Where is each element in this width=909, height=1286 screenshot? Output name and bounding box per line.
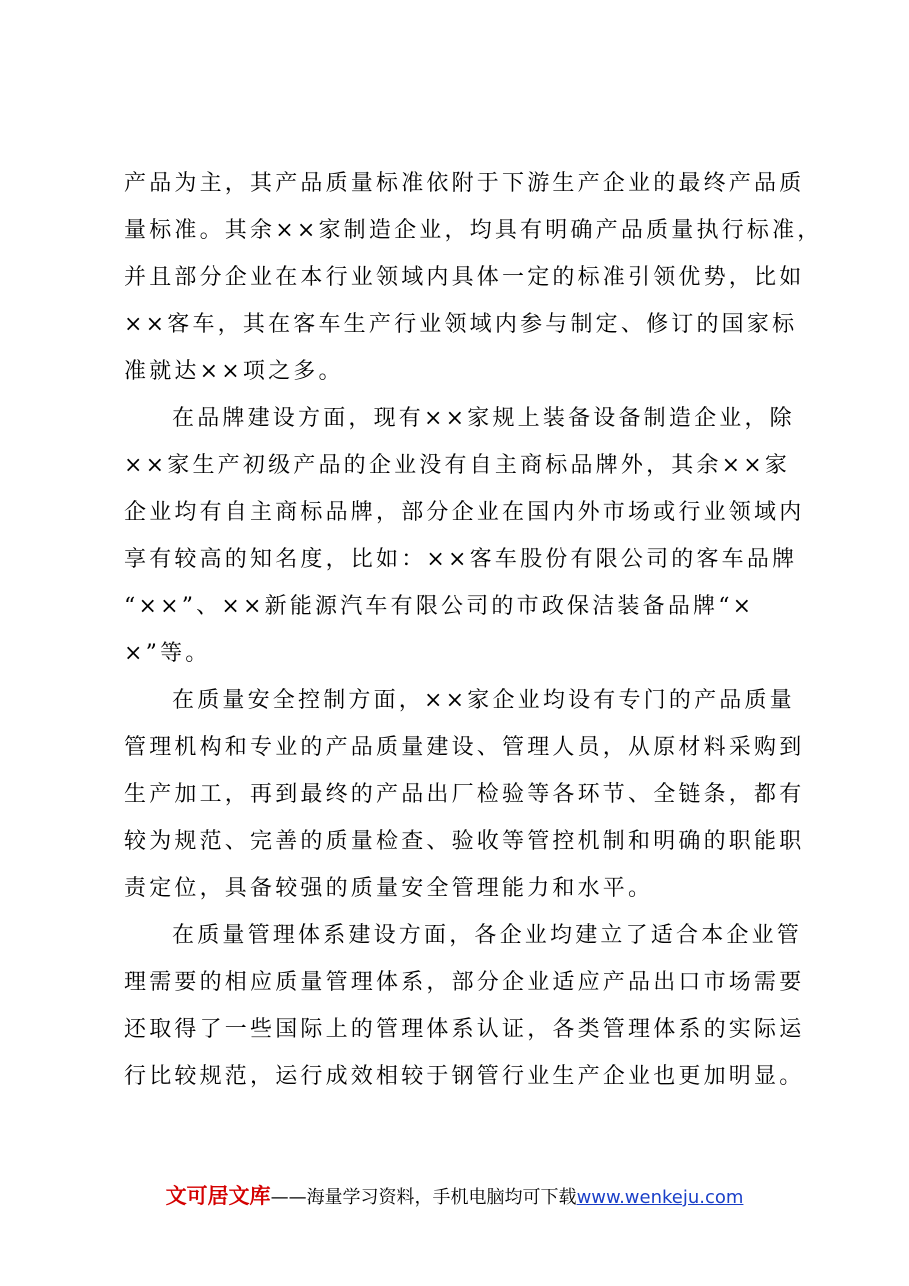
text-line: 企业均有自主商标品牌，部分企业在国内外市场或行业领域内 [124,500,805,525]
text-line: 理需要的相应质量管理体系，部分企业适应产品出口市场需要 [124,970,805,995]
footer-brand: 文可居文库 [165,1184,271,1208]
text-line: “××”、××新能源汽车有限公司的市政保洁装备品牌“× [124,594,755,619]
text-line: 责定位，具备较强的质量安全管理能力和水平。 [124,876,654,901]
text-line: ××客车，其在客车生产行业领域内参与制定、修订的国家标 [124,312,798,337]
text-line: 产品为主，其产品质量标准依附于下游生产企业的最终产品质 [124,171,805,196]
text-line: 行比较规范，运行成效相较于钢管行业生产企业也更加明显。 [124,1064,805,1089]
text-line: 在质量管理体系建设方面，各企业均建立了适合本企业管 [172,923,803,948]
text-line: ××家生产初级产品的企业没有自主商标品牌外，其余××家 [124,453,791,478]
text-line: 享有较高的知名度，比如：××客车股份有限公司的客车品牌 [124,547,798,572]
text-line: 并且部分企业在本行业领域内具体一定的标准引领优势，比如 [124,265,805,290]
text-line: 生产加工，再到最终的产品出厂检验等各环节、全链条，都有 [124,782,805,807]
footer-link[interactable]: www.wenkeju.com [576,1187,744,1208]
text-line: ×”等。 [124,641,211,666]
document-body [124,160,823,1100]
text-line: 较为规范、完善的质量检查、验收等管控机制和明确的职能职 [124,829,805,854]
text-line: 在质量安全控制方面，××家企业均设有专门的产品质量 [172,688,795,713]
text-line: 在品牌建设方面，现有××家规上装备设备制造企业，除 [172,406,795,431]
text-line: 量标准。其余××家制造企业，均具有明确产品质量执行标准， [124,218,823,243]
footer [0,1180,909,1210]
footer-dash: —— [270,1187,307,1208]
text-line: 管理机构和专业的产品质量建设、管理人员，从原材料采购到 [124,735,805,760]
text-line: 准就达××项之多。 [124,359,344,384]
footer-slogan: 海量学习资料，手机电脑均可下载 [306,1187,577,1208]
text-line: 还取得了一些国际上的管理体系认证，各类管理体系的实际运 [124,1017,805,1042]
